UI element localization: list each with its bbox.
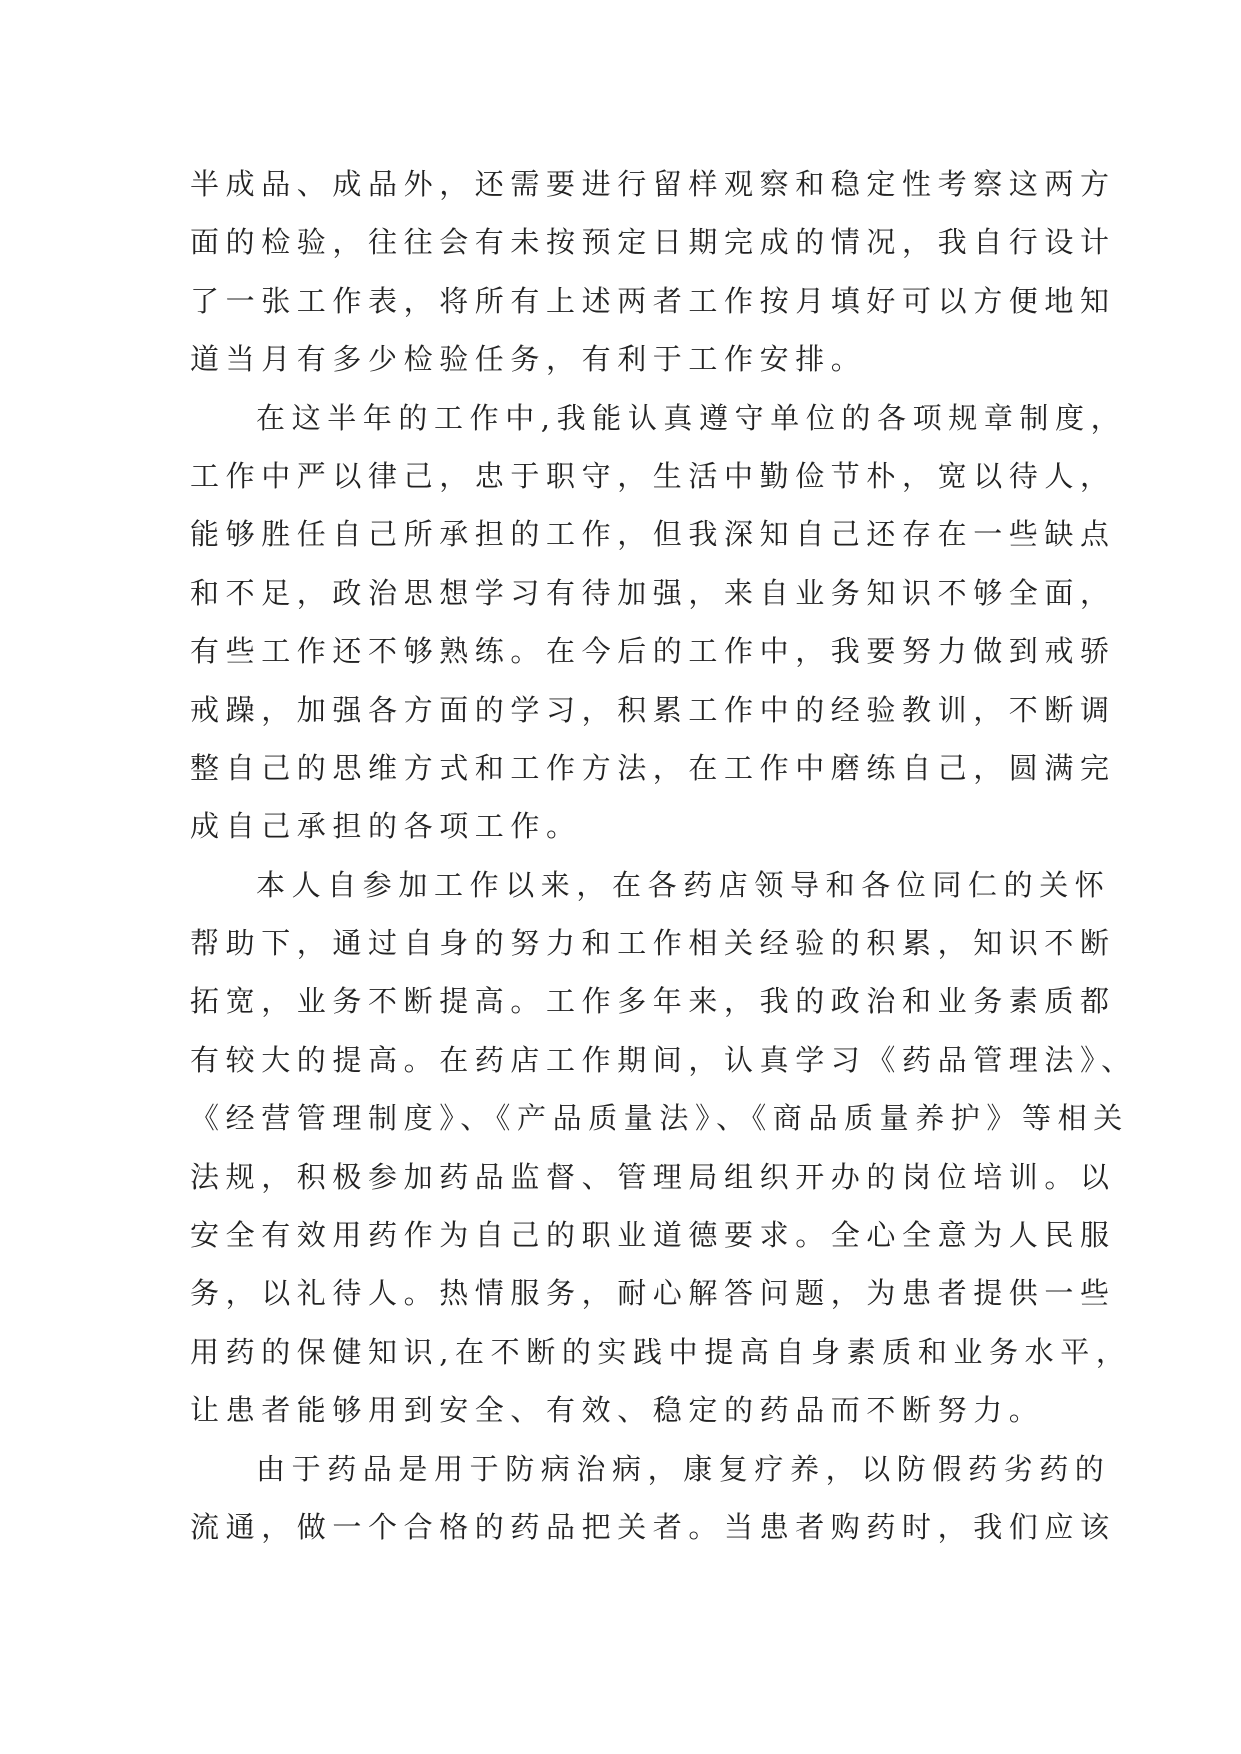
text-line: 戒躁，加强各方面的学习，积累工作中的经验教训，不断调	[190, 692, 1116, 727]
text-line: 法规，积极参加药品监督、管理局组织开办的岗位培训。以	[190, 1159, 1116, 1194]
text-line: 用药的保健知识,在不断的实践中提高自身素质和业务水平，	[190, 1334, 1132, 1369]
document-body	[190, 155, 1137, 1556]
text-line: 有较大的提高。在药店工作期间，认真学习《药品管理法》、	[190, 1042, 1137, 1077]
text-line: 流通，做一个合格的药品把关者。当患者购药时，我们应该	[190, 1509, 1116, 1544]
text-line: 能够胜任自己所承担的工作，但我深知自己还存在一些缺点	[190, 517, 1116, 552]
text-line: 安全有效用药作为自己的职业道德要求。全心全意为人民服	[190, 1218, 1116, 1253]
paragraph-first-line: 在这半年的工作中,我能认真遵守单位的各项规章制度，	[256, 400, 1127, 435]
text-line: 《经营管理制度》、《产品质量法》、《商品质量养护》等相关	[190, 1101, 1129, 1136]
text-line: 帮助下，通过自身的努力和工作相关经验的积累，知识不断	[190, 926, 1116, 961]
text-line: 整自己的思维方式和工作方法，在工作中磨练自己，圆满完	[190, 750, 1116, 785]
text-line: 有些工作还不够熟练。在今后的工作中，我要努力做到戒骄	[190, 634, 1116, 669]
text-line: 工作中严以律己，忠于职守，生活中勤俭节朴，宽以待人，	[190, 458, 1116, 493]
text-line: 道当月有多少检验任务，有利于工作安排。	[190, 342, 867, 377]
paragraph-first-line: 本人自参加工作以来，在各药店领导和各位同仁的关怀	[256, 867, 1111, 902]
text-line: 了一张工作表，将所有上述两者工作按月填好可以方便地知	[190, 283, 1116, 318]
text-line: 拓宽，业务不断提高。工作多年来，我的政治和业务素质都	[190, 984, 1116, 1019]
text-line: 成自己承担的各项工作。	[190, 809, 582, 844]
paragraph-first-line: 由于药品是用于防病治病，康复疗养，以防假药劣药的	[256, 1451, 1111, 1486]
text-line: 半成品、成品外，还需要进行留样观察和稳定性考察这两方	[190, 167, 1116, 201]
text-line: 面的检验，往往会有未按预定日期完成的情况，我自行设计	[190, 225, 1116, 260]
text-line: 让患者能够用到安全、有效、稳定的药品而不断努力。	[190, 1393, 1045, 1428]
text-line: 和不足，政治思想学习有待加强，来自业务知识不够全面，	[190, 575, 1116, 610]
text-line: 务，以礼待人。热情服务，耐心解答问题，为患者提供一些	[190, 1276, 1116, 1311]
